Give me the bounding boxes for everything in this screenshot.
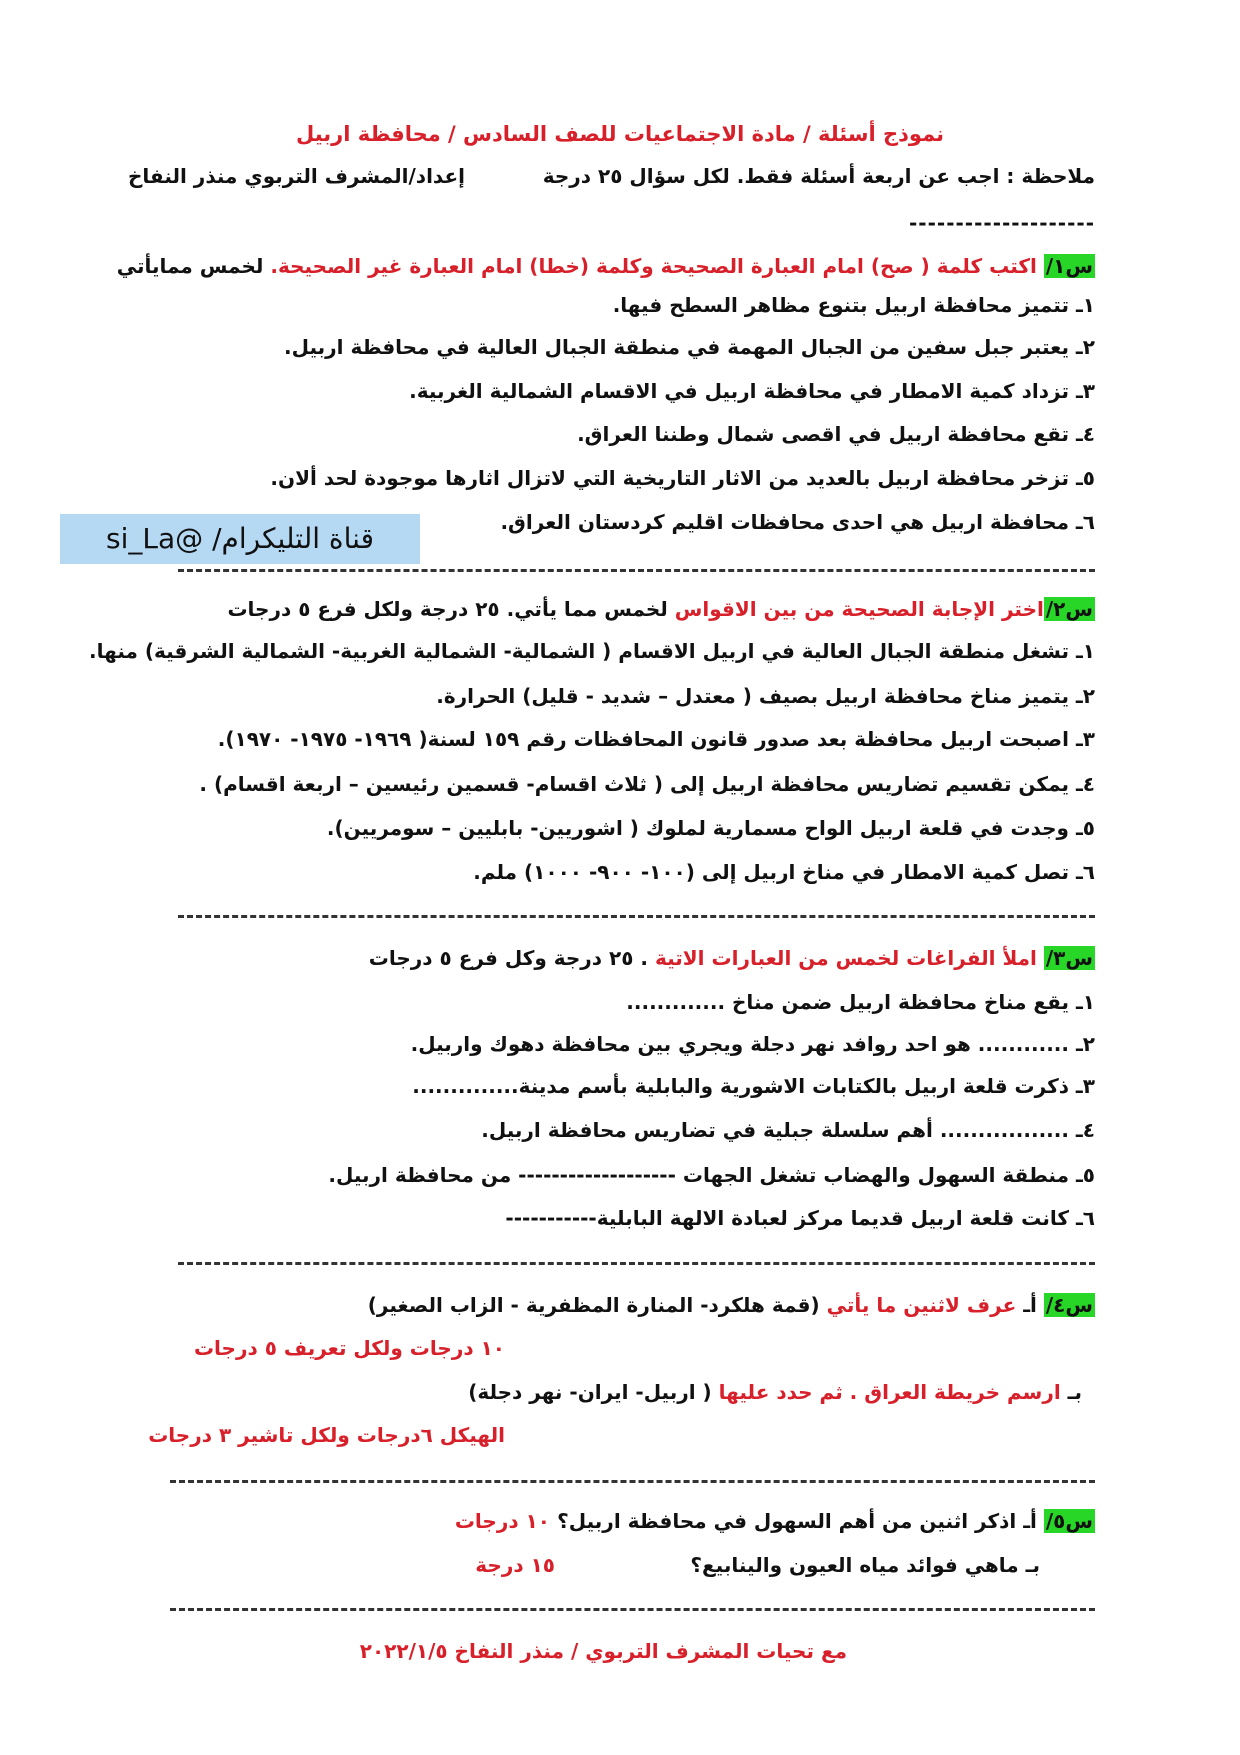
q3-number: س٣/ bbox=[1045, 946, 1093, 970]
q4b-line bbox=[468, 1377, 1082, 1407]
q1-item: ٥ـ تزخر محافظة اربيل بالعديد من الاثار التاريخية التي لاتزال اثارها موجودة لحد ألان. bbox=[270, 466, 1095, 490]
q3-item: ٢ـ ............ هو احد روافد نهر دجلة ويجري بين محافظة دهوك واربيل. bbox=[410, 1032, 1095, 1056]
q3-item: ٦ـ كانت قلعة اربيل قديما مركز لعبادة الالهة البابلية----------- bbox=[505, 1206, 1095, 1230]
q5a-line bbox=[557, 1506, 1095, 1536]
q4a-line bbox=[368, 1290, 1095, 1320]
q1-item: ١ـ تتميز محافظة اربيل بتنوع مظاهر السطح فيها. bbox=[612, 293, 1095, 317]
short-separator: -------------------- bbox=[908, 211, 1095, 235]
telegram-channel-banner: قناة التليكرام/ @si_La bbox=[60, 514, 420, 564]
q4a-terms: (قمة هلكرد- المنارة المظفرية - الزاب الصغير) bbox=[367, 1293, 827, 1317]
q3-item: ٥ـ منطقة السهول والهضاب تشغل الجهات ------------------- من محافظة اربيل. bbox=[328, 1163, 1095, 1187]
author-credit: إعداد/المشرف التربوي منذر النفاخ bbox=[128, 164, 465, 188]
q3-instruction: املأ الفراغات لخمس من العبارات الاتية bbox=[654, 946, 1037, 970]
q4a-marks: ١٠ درجات ولكل تعريف ٥ درجات bbox=[193, 1336, 505, 1360]
q2-item: ٤ـ يمكن تقسيم تضاريس محافظة اربيل إلى ( ثلاث اقسام- قسمين رئيسين – اربعة اقسام) . bbox=[199, 772, 1095, 796]
q1-item: ٤ـ تقع محافظة اربيل في اقصى شمال وطننا العراق. bbox=[577, 422, 1095, 446]
q2-item: ٦ـ تصل كمية الامطار في مناخ اربيل إلى (١٠٠- ٩٠٠- ١٠٠٠) ملم. bbox=[473, 860, 1095, 884]
q4b-marks: الهيكل ٦درجات ولكل تاشير ٣ درجات bbox=[148, 1423, 505, 1447]
q5b-text: بـ ماهي فوائد مياه العيون والينابيع؟ bbox=[690, 1553, 1040, 1577]
q2-suffix: لخمس مما يأتي. ٢٥ درجة ولكل فرع ٥ درجات bbox=[227, 597, 675, 621]
section-divider bbox=[178, 1262, 1095, 1265]
q4a-instruction: عرف لاثنين ما يأتي bbox=[826, 1293, 1017, 1317]
q1-suffix: لخمس ممايأتي bbox=[116, 254, 271, 278]
q5a-text: أـ اذكر اثنين من أهم السهول في محافظة اربيل؟ bbox=[557, 1509, 1044, 1533]
document-title: نموذج أسئلة / مادة الاجتماعيات للصف السادس / محافظة اربيل bbox=[295, 122, 945, 146]
exam-note: ملاحظة : اجب عن اربعة أسئلة فقط. لكل سؤال ٢٥ درجة bbox=[542, 164, 1095, 188]
q1-item: ٦ـ محافظة اربيل هي احدى محافظات اقليم كردستان العراق. bbox=[500, 510, 1095, 534]
q3-item: ٣ـ ذكرت قلعة اربيل بالكتابات الاشورية والبابلية بأسم مدينة.............. bbox=[412, 1074, 1095, 1098]
q3-suffix: . ٢٥ درجة وكل فرع ٥ درجات bbox=[368, 946, 655, 970]
q1-instruction: اكتب كلمة ( صح) امام العبارة الصحيحة وكلمة (خطا) امام العبارة غير الصحيحة. bbox=[270, 254, 1037, 278]
q5-number: س٥/ bbox=[1045, 1509, 1093, 1533]
q2-number: س٢/ bbox=[1045, 597, 1093, 621]
q3-item: ٤ـ ................. أهم سلسلة جبلية في تضاريس محافظة اربيل. bbox=[481, 1118, 1095, 1142]
q4b-instruction: ارسم خريطة العراق . ثم حدد عليها bbox=[718, 1380, 1061, 1404]
q2-item: ٥ـ وجدت في قلعة اربيل الواح مسمارية لملوك ( اشوريين- بابليين – سومريين). bbox=[326, 816, 1095, 840]
q3-item: ١ـ يقع مناخ محافظة اربيل ضمن مناخ ............. bbox=[626, 990, 1095, 1014]
q1-number: س١/ bbox=[1045, 254, 1093, 278]
q4-number: س٤/ bbox=[1045, 1293, 1093, 1317]
q1-header bbox=[117, 251, 1095, 281]
section-divider bbox=[178, 569, 1095, 572]
q4b-terms: ( اربيل- ايران- نهر دجلة) bbox=[468, 1380, 719, 1404]
q2-item: ٢ـ يتميز مناخ محافظة اربيل بصيف ( معتدل – شديد - قليل) الحرارة. bbox=[436, 684, 1095, 708]
q4a-prefix: أـ bbox=[1016, 1293, 1044, 1317]
q3-header bbox=[369, 943, 1095, 973]
q1-item: ٢ـ يعتبر جبل سفين من الجبال المهمة في منطقة الجبال العالية في محافظة اربيل. bbox=[284, 335, 1095, 359]
footer-signature: مع تحيات المشرف التربوي / منذر النفاخ ٢٠٢٢/١/٥ bbox=[359, 1639, 847, 1663]
q5a-marks: ١٠ درجات bbox=[454, 1509, 550, 1533]
section-divider bbox=[170, 1608, 1095, 1611]
section-divider bbox=[170, 1480, 1095, 1483]
q2-instruction: اختر الإجابة الصحيحة من بين الاقواس bbox=[674, 597, 1044, 621]
q1-item: ٣ـ تزداد كمية الامطار في محافظة اربيل في الاقسام الشمالية الغربية. bbox=[409, 379, 1095, 403]
q4b-prefix: بـ bbox=[1060, 1380, 1082, 1404]
q2-item: ٣ـ اصبحت اربيل محافظة بعد صدور قانون المحافظات رقم ١٥٩ لسنة( ١٩٦٩- ١٩٧٥- ١٩٧٠). bbox=[217, 727, 1095, 751]
q2-header bbox=[227, 594, 1095, 624]
q2-item: ١ـ تشغل منطقة الجبال العالية في اربيل الاقسام ( الشمالية- الشمالية الغربية- الشمالية الشرقية) منها. bbox=[89, 639, 1095, 663]
section-divider bbox=[178, 915, 1095, 918]
q5b-marks: ١٥ درجة bbox=[475, 1553, 555, 1577]
